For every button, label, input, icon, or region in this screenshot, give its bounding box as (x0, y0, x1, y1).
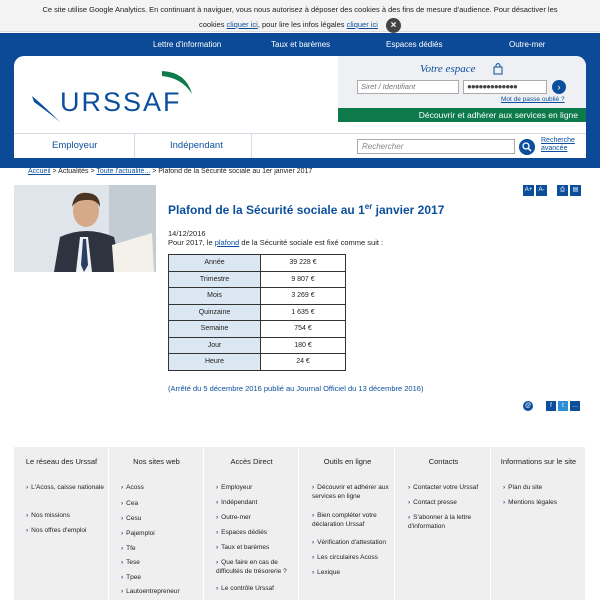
article-intro (168, 238, 383, 247)
table-row (169, 354, 346, 371)
footer-link[interactable]: › Nos missions (26, 511, 105, 520)
table-row (169, 271, 346, 288)
page-title-sup: er (364, 202, 373, 211)
footer-link[interactable]: › Lautoentrepreneur (121, 587, 200, 596)
advanced-search-label[interactable]: avancée (541, 145, 568, 152)
footer-link[interactable]: › Espaces dédiés (216, 528, 295, 537)
cookie-text-line1: Ce site utilise Google Analytics. En continuant à naviguer, vous nous autorisez à déposer des cookies à des fins de mesure d'audience. Pour désactiver les (42, 5, 558, 14)
twitter-icon[interactable]: t (558, 401, 568, 411)
footer-link[interactable]: › Indépendant (216, 498, 295, 507)
more-share-icon[interactable]: … (572, 403, 578, 409)
footer-link[interactable]: › Bien compléter votre déclaration Urssaf (312, 511, 391, 529)
login-submit-button[interactable]: › (552, 80, 566, 94)
breadcrumb (28, 168, 312, 175)
pdf-icon[interactable]: ⎙ (557, 185, 568, 196)
footer-link[interactable]: › Plan du site (503, 483, 582, 492)
footer-column-title: Accès Direct (230, 457, 273, 466)
footer-link[interactable]: › L'Acoss, caisse nationale (26, 483, 105, 492)
breadcrumb-current: > Plafond de la Sécurité sociale au 1er janvier 2017 (150, 168, 313, 175)
cookie-text-line2 (0, 17, 600, 33)
tab-employeur[interactable]: Employeur (52, 140, 98, 151)
email-icon[interactable]: @ (524, 403, 532, 409)
topnav-dedicated-spaces[interactable]: Espaces dédiés (386, 40, 443, 49)
footer-link[interactable]: › Contact presse (408, 498, 487, 507)
cookie-disable-link[interactable]: cliquer ici (226, 20, 258, 29)
footer-link[interactable]: › Le contrôle Urssaf (216, 584, 295, 593)
table-row (169, 321, 346, 338)
footer-link[interactable]: › Lexique (312, 568, 391, 577)
footer-link[interactable]: › Outre-mer (216, 513, 295, 522)
search-icon[interactable] (519, 139, 535, 155)
footer-link[interactable]: › Les circulaires Acoss (312, 553, 391, 562)
close-icon[interactable]: × (386, 18, 401, 33)
footer-link[interactable]: › Cea (121, 499, 200, 508)
table-value-cell: 1 635 € (261, 304, 346, 321)
table-value-cell: 24 € (261, 354, 346, 371)
password-input[interactable]: ●●●●●●●●●●●●● (463, 80, 547, 94)
footer-link[interactable]: › Mentions légales (503, 498, 582, 507)
reference-text[interactable]: (Arrêté du 5 décembre 2016 publié au Journal Officiel du 13 décembre 2016) (168, 384, 424, 393)
search-input[interactable]: Rechercher (357, 139, 515, 154)
footer-column-title: Le réseau des Urssaf (25, 457, 98, 466)
siret-input[interactable]: Siret / Identifiant (357, 80, 459, 94)
footer-link[interactable]: › Employeur (216, 483, 295, 492)
table-label-cell: Année (169, 255, 261, 272)
intro-text: Pour 2017, le (168, 238, 215, 247)
table-row (169, 337, 346, 354)
advanced-search-link[interactable] (541, 137, 575, 153)
table-row (169, 288, 346, 305)
footer-link[interactable]: › Tfe (121, 544, 200, 553)
footer-column-title: Nos sites web (133, 457, 180, 466)
table-label-cell: Trimestre (169, 271, 261, 288)
table-row (169, 255, 346, 272)
breadcrumb-all-news[interactable]: Toute l'actualité... (96, 168, 151, 175)
table-value-cell: 9 807 € (261, 271, 346, 288)
table-row (169, 304, 346, 321)
facebook-icon[interactable]: f (546, 401, 556, 411)
topnav-rates[interactable]: Taux et barèmes (271, 40, 331, 49)
plafond-link[interactable]: plafond (214, 238, 240, 247)
font-decrease-icon[interactable]: A- (536, 185, 547, 196)
footer-link[interactable]: › Tpee (121, 573, 200, 582)
footer-link[interactable]: › Tese (121, 558, 200, 567)
logo[interactable]: URSSAF (60, 87, 182, 117)
footer-column-title: Outils en ligne (323, 457, 372, 466)
article-date: 14/12/2016 (168, 229, 206, 238)
topnav-newsletter[interactable]: Lettre d'information (153, 40, 222, 49)
forgot-password-link[interactable]: Mot de passe oublié ? (501, 96, 565, 103)
table-value-cell: 39 228 € (261, 255, 346, 272)
cookie-banner (0, 0, 600, 32)
ceiling-table (168, 254, 346, 371)
table-label-cell: Quinzaine (169, 304, 261, 321)
tab-divider (134, 134, 135, 158)
login-title: Votre espace (420, 63, 476, 75)
cookie-text-legal: , pour lire les infos légales (257, 20, 345, 29)
footer-link[interactable]: › Taux et barèmes (216, 543, 295, 552)
tab-independant[interactable]: Indépendant (170, 140, 223, 151)
page-title-end: janvier 2017 (372, 203, 445, 217)
advanced-search-label[interactable]: Recherche (541, 137, 575, 144)
top-nav (0, 33, 600, 55)
table-value-cell: 754 € (261, 321, 346, 338)
footer-link[interactable]: › Pajemploi (121, 529, 200, 538)
intro-text: de la Sécurité sociale est fixé comme suit : (239, 238, 384, 247)
tab-divider (251, 134, 252, 158)
topnav-outre-mer[interactable]: Outre-mer (509, 40, 546, 49)
breadcrumb-home[interactable]: Accueil (28, 168, 51, 175)
table-label-cell: Semaine (169, 321, 261, 338)
table-label-cell: Heure (169, 354, 261, 371)
article-image (14, 185, 156, 272)
cookie-text: cookies (199, 20, 225, 29)
footer-link[interactable]: › Acoss (121, 483, 200, 492)
footer-link[interactable]: › S'abonner à la lettre d'information (408, 513, 487, 531)
page-title (168, 202, 444, 217)
page-title-main: Plafond de la Sécurité sociale au 1 (168, 203, 365, 217)
print-icon[interactable]: ▤ (570, 185, 581, 196)
footer-link[interactable]: › Nos offres d'emploi (26, 526, 105, 535)
footer-link[interactable]: › Cesu (121, 514, 200, 523)
footer-column-title: Contacts (428, 457, 459, 466)
footer-link[interactable]: › Découvrir et adhérer aux services en ligne (312, 483, 391, 501)
table-label-cell: Jour (169, 337, 261, 354)
footer-link[interactable]: › Vérification d'attestation (312, 538, 391, 547)
discover-services-button[interactable]: Découvrir et adhérer aux services en ligne (338, 108, 586, 122)
font-increase-icon[interactable]: A+ (523, 185, 534, 196)
cookie-legal-link[interactable]: cliquer ici (346, 20, 378, 29)
table-value-cell: 180 € (261, 337, 346, 354)
lock-icon (493, 62, 503, 75)
table-label-cell: Mois (169, 288, 261, 305)
table-value-cell: 3 269 € (261, 288, 346, 305)
breadcrumb-text: > Actualités > (50, 168, 97, 175)
footer-column-title: Informations sur le site (500, 457, 577, 466)
footer-link[interactable]: › Que faire en cas de difficultés de trésorerie ? (216, 558, 295, 576)
footer-link[interactable]: › Contacter votre Urssaf (408, 483, 487, 492)
